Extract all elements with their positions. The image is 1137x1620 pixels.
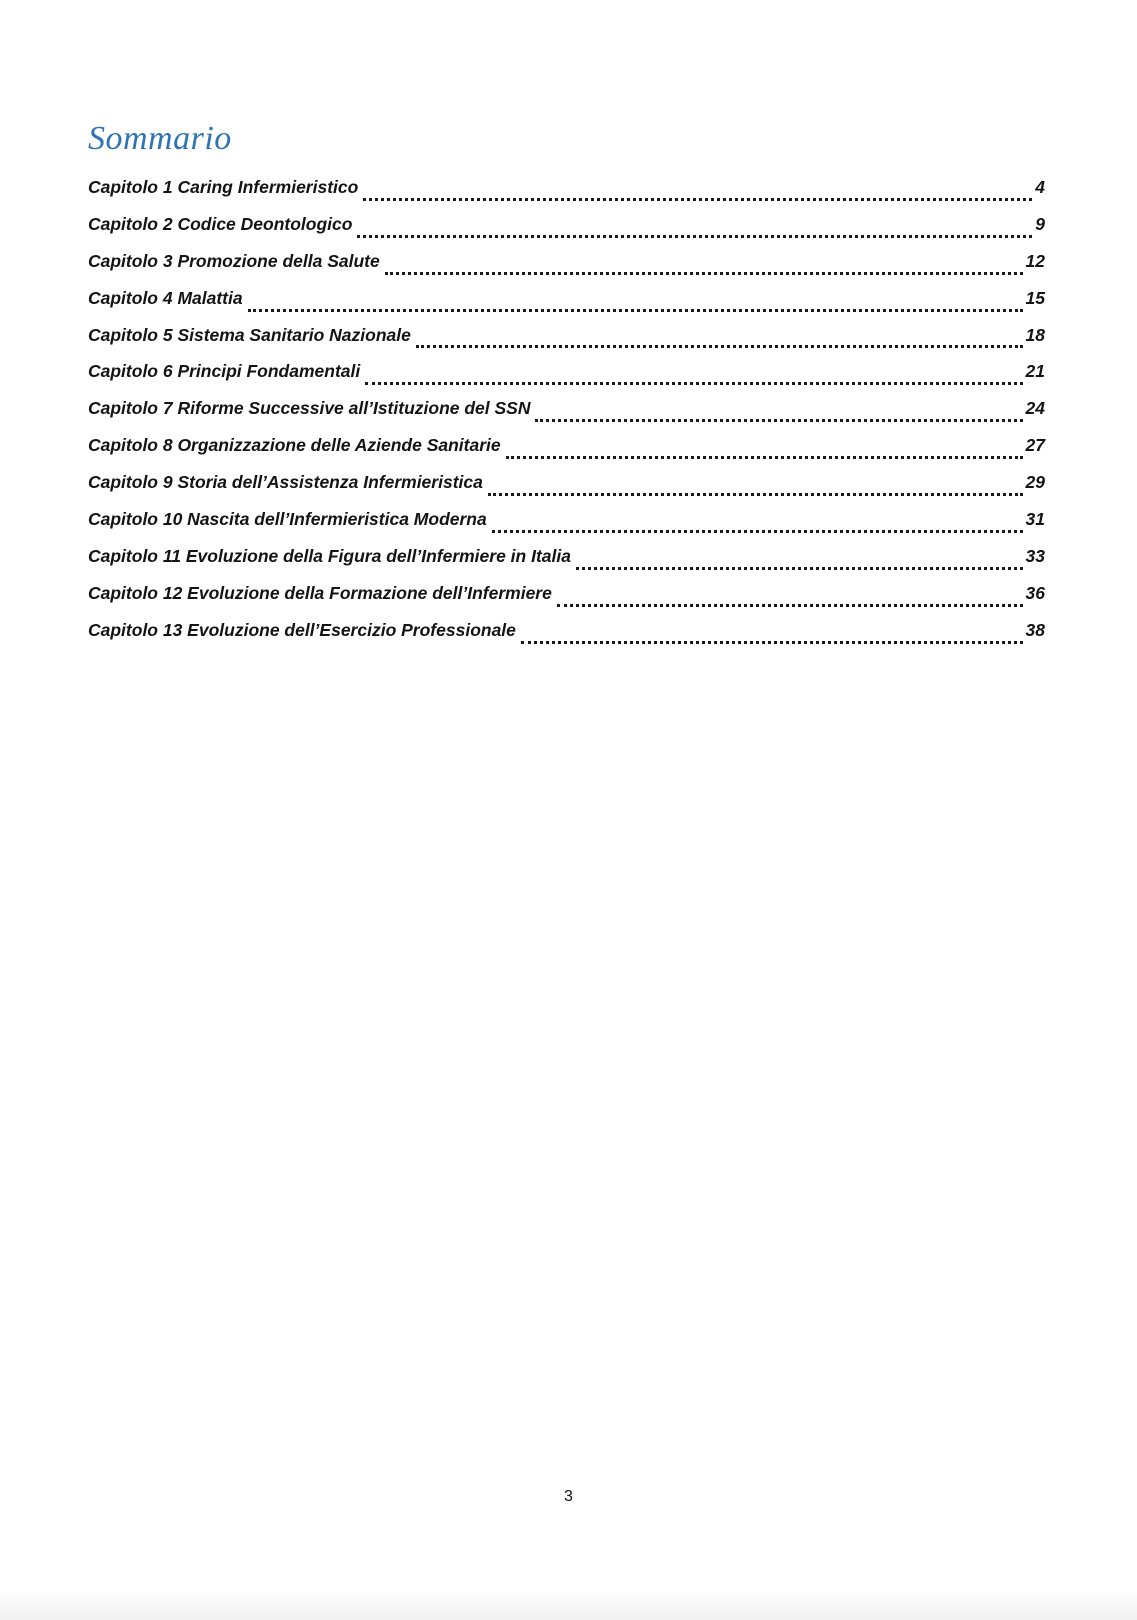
toc-entry-page[interactable]: 18 <box>1025 324 1045 345</box>
toc-entry-title[interactable]: Capitolo 3 Promozione della Salute <box>88 250 380 271</box>
toc-entry-title[interactable]: Capitolo 13 Evoluzione dell’Esercizio Professionale <box>88 619 516 640</box>
toc-entry-page[interactable]: 9 <box>1035 213 1045 234</box>
toc-leader-dots <box>365 382 1022 385</box>
toc-entry-title[interactable]: Capitolo 2 Codice Deontologico <box>88 213 353 234</box>
toc-entry-page[interactable]: 29 <box>1025 472 1045 493</box>
toc-entry-title[interactable]: Capitolo 7 Riforme Successive all’Istituzione del SSN <box>88 398 531 419</box>
toc-entry-page[interactable]: 36 <box>1025 582 1045 603</box>
toc-entry-title[interactable]: Capitolo 4 Malattia <box>88 287 243 308</box>
toc-entry-page[interactable]: 12 <box>1025 250 1045 271</box>
toc-entry-title[interactable]: Capitolo 5 Sistema Sanitario Nazionale <box>88 324 411 345</box>
toc-entry-title[interactable]: Capitolo 9 Storia dell’Assistenza Infermieristica <box>88 472 483 493</box>
toc-entry[interactable] <box>88 361 1045 398</box>
toc-entry-title[interactable]: Capitolo 8 Organizzazione delle Aziende Sanitarie <box>88 435 501 456</box>
toc-entry-page[interactable]: 38 <box>1025 619 1045 640</box>
toc-leader-dots <box>248 309 1023 312</box>
toc-entry-page[interactable]: 27 <box>1025 435 1045 456</box>
toc-entry-page[interactable]: 31 <box>1025 509 1045 530</box>
toc-leader-dots <box>535 419 1022 422</box>
toc-leader-dots <box>363 198 1032 201</box>
toc-leader-dots <box>492 530 1023 533</box>
toc-entry-page[interactable]: 15 <box>1025 287 1045 308</box>
toc-entry-title[interactable]: Capitolo 11 Evoluzione della Figura dell’Infermiere in Italia <box>88 545 571 566</box>
toc-leader-dots <box>416 345 1023 348</box>
toc-entry[interactable] <box>88 214 1045 251</box>
toc-leader-dots <box>385 272 1023 275</box>
toc-entry[interactable] <box>88 583 1045 620</box>
toc-entry[interactable] <box>88 398 1045 435</box>
toc-entry-page[interactable]: 24 <box>1025 398 1045 419</box>
toc-entry-title[interactable]: Capitolo 1 Caring Infermieristico <box>88 177 359 197</box>
toc-entry[interactable] <box>88 251 1045 288</box>
toc-entry[interactable] <box>88 325 1045 362</box>
toc-entry-page[interactable]: 4 <box>1035 177 1045 197</box>
toc-leader-dots <box>357 235 1032 238</box>
toc-entry[interactable] <box>88 288 1045 325</box>
toc-list <box>88 177 1045 657</box>
toc-entry-title[interactable]: Capitolo 6 Principi Fondamentali <box>88 361 361 382</box>
toc-leader-dots <box>521 641 1023 644</box>
toc-entry[interactable] <box>88 177 1045 214</box>
toc-leader-dots <box>576 567 1023 570</box>
toc-entry-page[interactable]: 33 <box>1025 545 1045 566</box>
toc-leader-dots <box>488 493 1023 496</box>
page-bottom-shadow <box>0 1590 1137 1620</box>
toc-leader-dots <box>506 456 1023 459</box>
toc-entry[interactable] <box>88 620 1045 657</box>
toc-entry-title[interactable]: Capitolo 12 Evoluzione della Formazione dell’Infermiere <box>88 582 552 603</box>
toc-entry-title[interactable]: Capitolo 10 Nascita dell’Infermieristica Moderna <box>88 509 487 530</box>
toc-entry-page[interactable]: 21 <box>1025 361 1045 382</box>
toc-entry[interactable] <box>88 509 1045 546</box>
toc-heading: Sommario <box>88 120 232 157</box>
toc-entry[interactable] <box>88 546 1045 583</box>
toc-leader-dots <box>557 604 1023 607</box>
toc-entry[interactable] <box>88 435 1045 472</box>
footer-page-number: 3 <box>564 1488 573 1505</box>
toc-entry[interactable] <box>88 472 1045 509</box>
